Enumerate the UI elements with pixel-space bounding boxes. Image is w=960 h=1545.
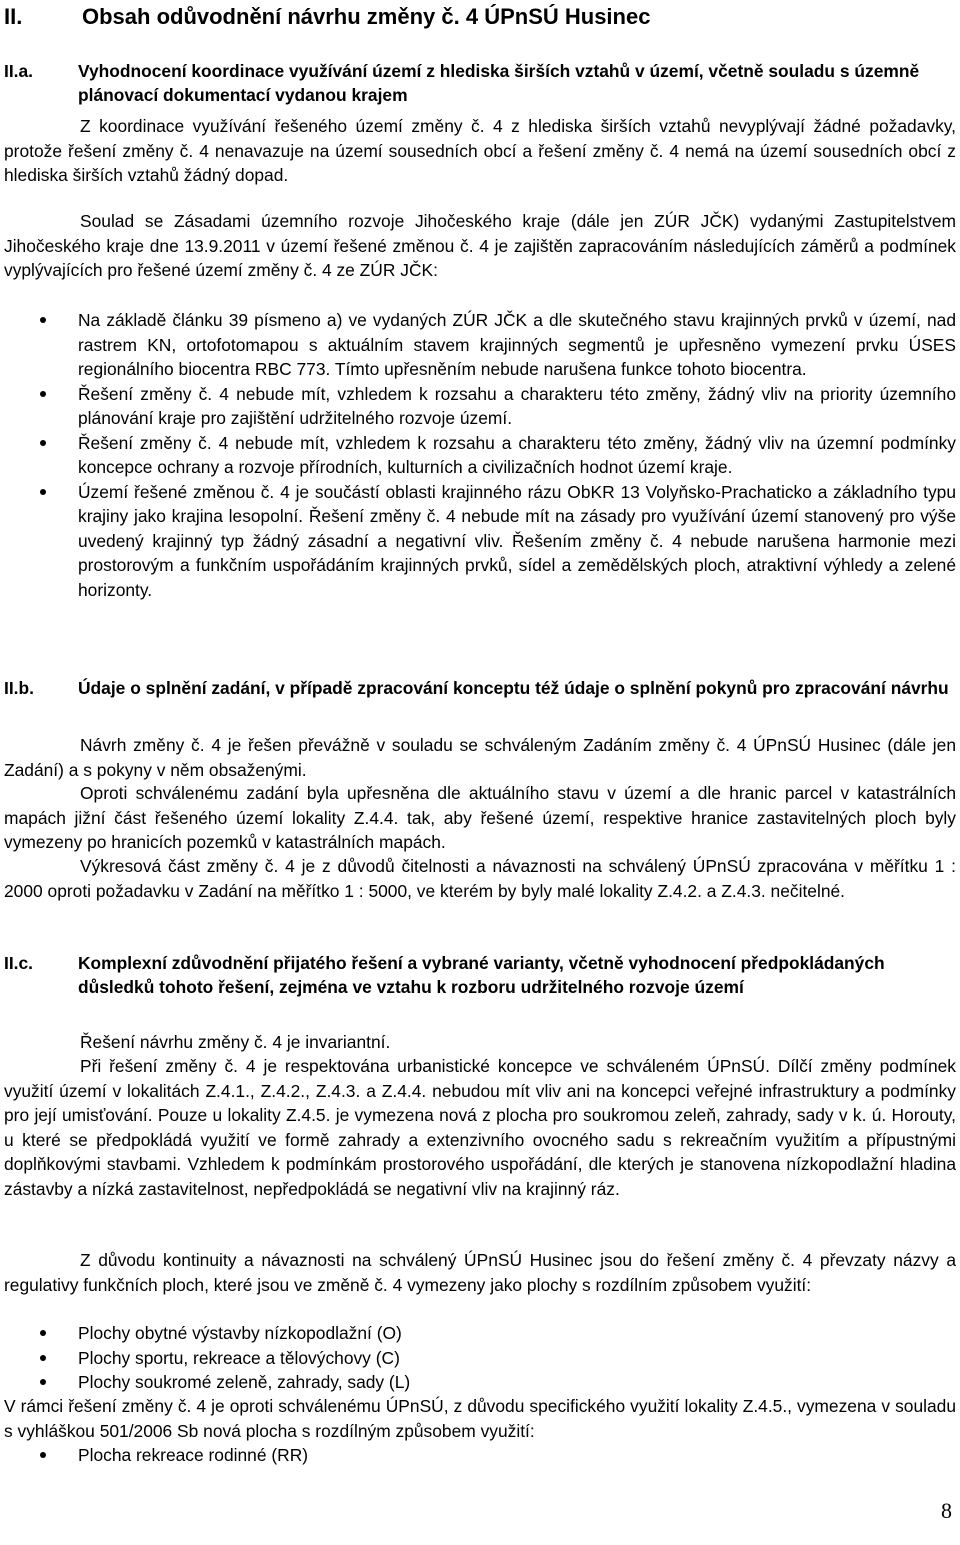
section-b-paragraph-1: Návrh změny č. 4 je řešen převážně v souladu se schváleným Zadáním změny č. 4 ÚPnSÚ Husinec (dále jen Zadání) a s pokyny v něm obsaženými. (4, 735, 956, 780)
chapter-heading (4, 4, 650, 30)
section-a-paragraph-1: Z koordinace využívání řešeného území změny č. 4 z hlediska širších vztahů nevyplývají žádné požadavky, protože řešení změny č. 4 nenavazuje na území sousedních obcí a řešení změny č. 4 nemá na území sousedních obcí z hlediska širších vztahů žádný dopad. (4, 116, 956, 185)
section-c-paragraph-2: Při řešení změny č. 4 je respektována urbanistické koncepce ve schváleném ÚPnSÚ. Dílčí změny podmínek využití území v lokalitách Z.4.1., Z.4.2., Z.4.3. a Z.4.4. nebudou mít vliv ani na koncepci veřejné infrastruktury a podmínky pro její umisťování. Pouze u lokality Z.4.5. je vymezena nová z plocha pro soukromou zeleň, zahrady, sady v k. ú. Horouty, u které se předpokládá využití ve formě zahrady a extenzivního ovocného sadu s rekreačním využitím a přípustnými doplňkovými stavbami. Vzhledem k podmínkám prostorového uspořádání, dle kterých je stanovena nízkopodlažní hladina zástavby a nízká zastavitelnost, nepředpokládá se negativní vliv na krajinný ráz. (4, 1056, 956, 1199)
section-c-bullet-list-2 (36, 1443, 956, 1468)
section-b-paragraph-3: Výkresová část změny č. 4 je z důvodů čitelnosti a návaznosti na schválený ÚPnSÚ zpracována v měřítku 1 : 2000 oproti požadavku v Zadání na měřítko 1 : 5000, ve kterém by byly malé lokality Z.4.2. a Z.4.3. nečitelné. (4, 856, 956, 901)
list-item: Území řešené změnou č. 4 je součástí oblasti krajinného rázu ObKR 13 Volyňsko-Prachaticko a základního typu krajiny jako krajina lesopolní. Řešení změny č. 4 nebude mít na zásady pro využívání území stanovený pro výše uvedený krajinný typ žádný zásadní a negativní vliv. Řešením změny č. 4 nebude narušena harmonie mezi prostorovým a funkčním uspořádáním krajinných prvků, sídel a zemědělských ploch, atraktivní výhledy a zelené horizonty. (36, 480, 956, 603)
list-item: Plocha rekreace rodinné (RR) (36, 1443, 956, 1468)
chapter-title: Obsah odůvodnění návrhu změny č. 4 ÚPnSÚ Husinec (82, 4, 651, 29)
section-c-paragraph-4: V rámci řešení změny č. 4 je oproti schválenému ÚPnSÚ, z důvodu specifického využití lokality Z.4.5., vymezena v souladu s vyhláškou 501/2006 Sb nová plocha s rozdílným způsobem využití: (4, 1396, 956, 1441)
section-a-paragraph-2: Soulad se Zásadami územního rozvoje Jihočeského kraje (dále jen ZÚR JČK) vydanými Zastupitelstvem Jihočeského kraje dne 13.9.2011 v území řešené změnou č. 4 je zajištěn zapracováním následujících záměrů a podmínek vyplývajících pro řešené území změny č. 4 ze ZÚR JČK: (4, 211, 956, 280)
list-item: Plochy sportu, rekreace a tělovýchovy (C) (36, 1346, 956, 1371)
section-c-bullet-list-1 (36, 1321, 956, 1395)
list-item: Plochy soukromé zeleně, zahrady, sady (L) (36, 1370, 956, 1395)
section-c-label: II.c. (4, 953, 33, 973)
section-b-paragraph-2: Oproti schválenému zadání byla upřesněna dle aktuálního stavu v území a dle hranic parcel v katastrálních mapách jižní část řešeného území lokality Z.4.4. tak, aby řešené území, respektive hranice zastavitelných ploch byly vymezeny po hranicích pozemků v katastrálních mapách. (4, 783, 956, 852)
section-a-label: II.a. (4, 61, 33, 81)
section-b-title: Údaje o splnění zadání, v případě zpracování konceptu též údaje o splnění pokynů pro zpracování návrhu (78, 678, 949, 698)
page-number: 8 (941, 1498, 952, 1523)
list-item: Na základě článku 39 písmeno a) ve vydaných ZÚR JČK a dle skutečného stavu krajinných prvků v území, nad rastrem KN, ortofotomapou s aktuálním stavem krajinných segmentů je upřesněno vymezení prvku ÚSES regionálního biocentra RBC 773. Tímto upřesněním nebude narušena funkce tohoto biocentra. (36, 308, 956, 382)
section-c-paragraph-3: Z důvodu kontinuity a návaznosti na schválený ÚPnSÚ Husinec jsou do řešení změny č. 4 převzaty názvy a regulativy funkčních ploch, které jsou ve změně č. 4 vymezeny jako plochy s rozdílním způsobem využití: (4, 1250, 956, 1295)
list-item: Plochy obytné výstavby nízkopodlažní (O) (36, 1321, 956, 1346)
section-c-title: Komplexní zdůvodnění přijatého řešení a vybrané varianty, včetně vyhodnocení předpokládaných důsledků tohoto řešení, zejména ve vztahu k rozboru udržitelného rozvoje území (78, 953, 885, 997)
section-a-title-text: Vyhodnocení koordinace využívání území z hlediska širších vztahů v území, včetně souladu s územně plánovací dokumentací vydanou krajem (78, 61, 920, 105)
list-item: Řešení změny č. 4 nebude mít, vzhledem k rozsahu a charakteru této změny, žádný vliv na priority územního plánování kraje pro zajištění udržitelného rozvoje území. (36, 382, 956, 431)
section-c-paragraph-1: Řešení návrhu změny č. 4 je invariantní. (80, 1032, 391, 1052)
section-a-bullet-list (36, 308, 956, 602)
list-item: Řešení změny č. 4 nebude mít, vzhledem k rozsahu a charakteru této změny, žádný vliv na územní podmínky koncepce ochrany a rozvoje přírodních, kulturních a civilizačních hodnot území kraje. (36, 431, 956, 480)
section-a-title (78, 59, 956, 107)
chapter-number: II. (4, 4, 23, 29)
section-b-label: II.b. (4, 678, 34, 698)
